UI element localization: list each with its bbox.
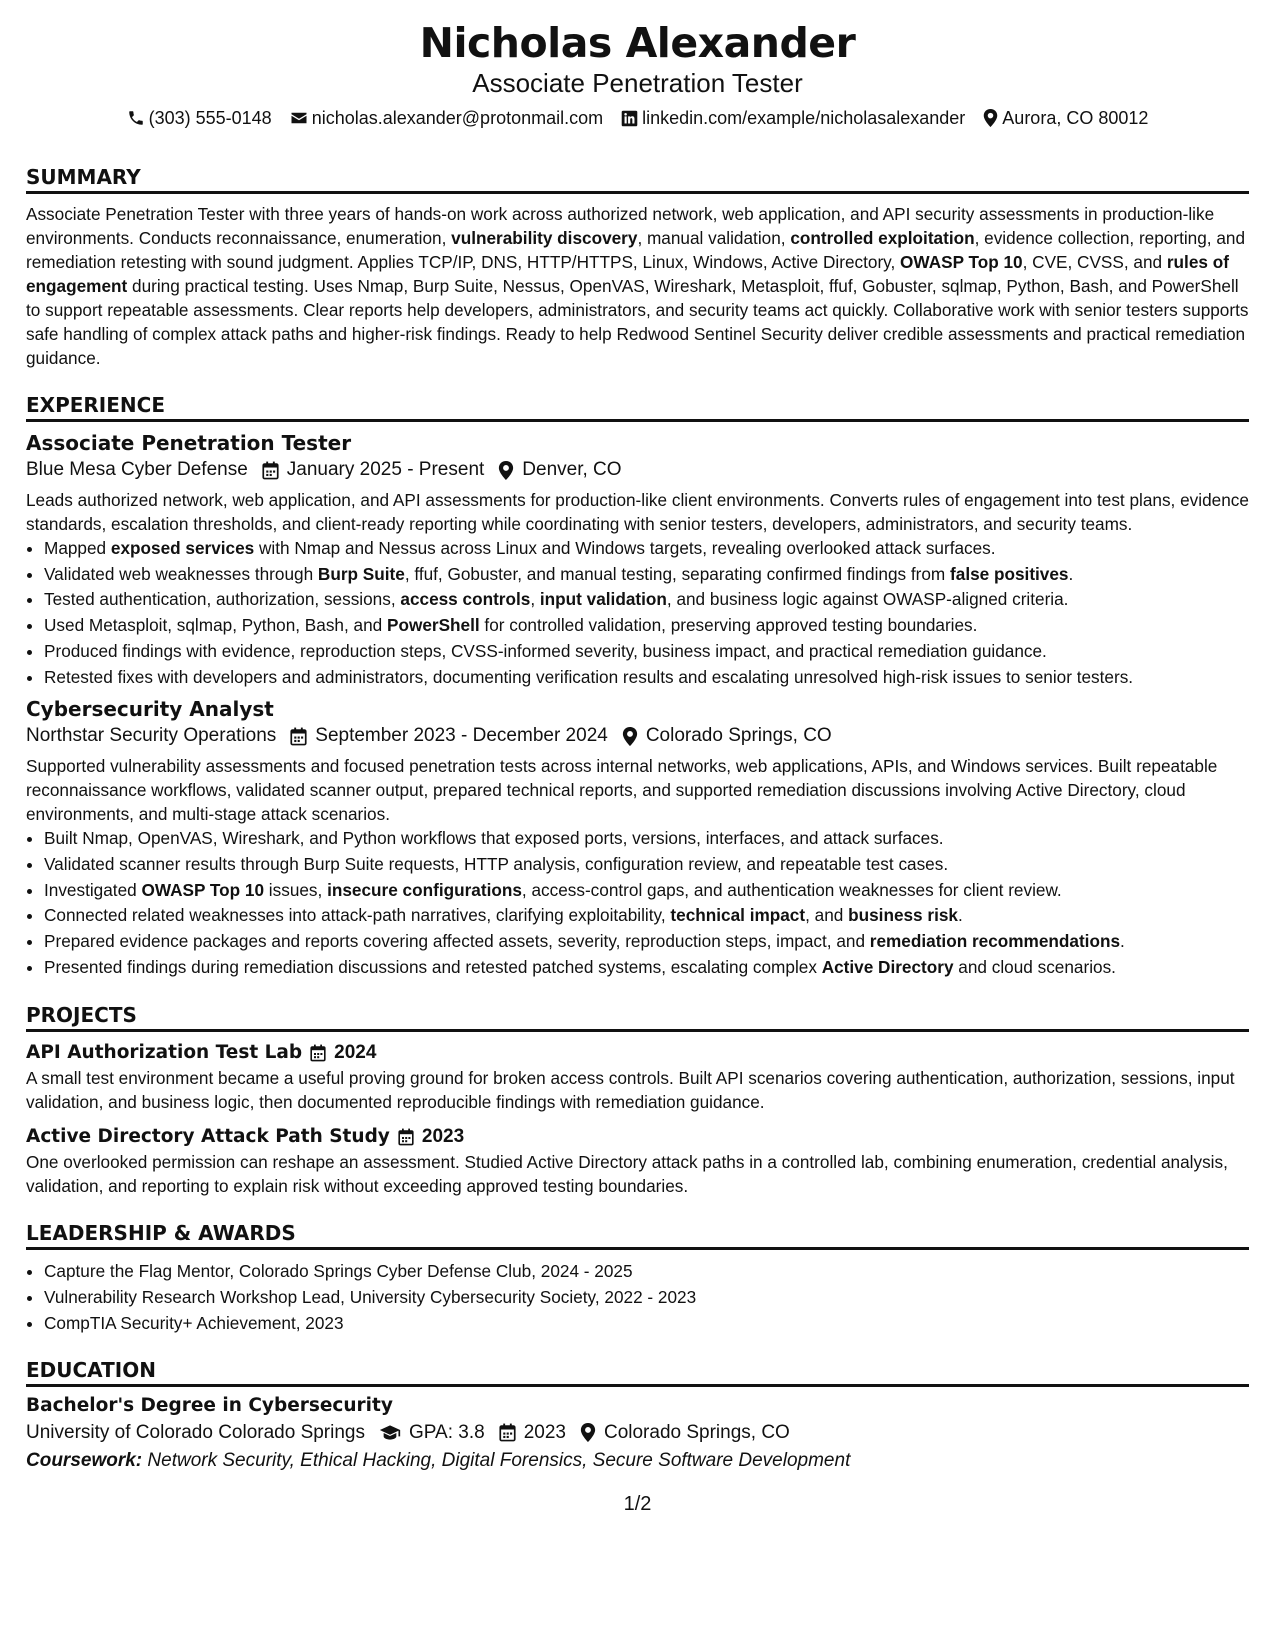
education-location: Colorado Springs, CO <box>603 1421 790 1443</box>
text-run: Validated scanner results through Burp Suite requests, HTTP analysis, configuration review, and repeatable test cases. <box>44 853 949 874</box>
map-pin-icon <box>622 727 638 746</box>
list-item <box>44 903 1249 929</box>
job-entry <box>26 696 1249 980</box>
bold-text: vulnerability discovery <box>451 228 638 248</box>
bold-text: Burp Suite <box>317 563 405 584</box>
text-run: Tested authentication, authorization, sessions, <box>44 589 401 610</box>
bold-text: PowerShell <box>386 615 480 636</box>
candidate-title: Associate Penetration Tester <box>472 68 803 98</box>
text-run: , <box>530 589 540 610</box>
list-item: • Vulnerability Research Workshop Lead, University Cybersecurity Society, 2022 - 2023 <box>44 1285 1249 1311</box>
linkedin-icon <box>621 110 638 127</box>
graduation-year: 2023 <box>523 1421 566 1443</box>
calendar-icon <box>398 1128 414 1146</box>
summary-section <box>26 164 1249 370</box>
leadership-heading: LEADERSHIP & AWARDS <box>26 1220 1249 1250</box>
text-run: , and business logic against OWASP-aligned criteria. <box>666 589 1069 610</box>
map-pin-icon <box>498 461 514 480</box>
project-year: 2024 <box>334 1042 377 1064</box>
resume-header <box>26 18 1249 130</box>
contact-phone <box>127 106 272 130</box>
map-pin-icon <box>983 109 998 127</box>
phone-text: (303) 555-0148 <box>148 108 272 128</box>
calendar-icon <box>499 1423 516 1442</box>
linkedin-text[interactable]: linkedin.com/example/nicholasalexander <box>642 108 966 128</box>
bold-text: rules of engagement <box>26 252 1229 296</box>
job-bullets <box>26 826 1249 980</box>
leadership-section <box>26 1220 1249 1336</box>
text-run: Associate Penetration Tester with three years of hands-on work across authorized network, web application, and API security assessments in production-like environments. Conducts reconnaissance, enumeration, <box>26 204 1215 248</box>
text-run: for controlled validation, preserving approved testing boundaries. <box>479 615 978 636</box>
bold-text: business risk <box>848 905 958 926</box>
project-year: 2023 <box>421 1126 465 1148</box>
list-item: • CompTIA Security+ Achievement, 2023 <box>44 1311 1249 1337</box>
phone-icon <box>127 109 145 127</box>
job-bullets <box>26 536 1249 690</box>
page-number: 1/2 <box>623 1493 652 1515</box>
calendar-icon <box>262 461 279 480</box>
bold-text: false positives <box>950 563 1069 584</box>
text-run: Built Nmap, OpenVAS, Wireshark, and Python workflows that exposed ports, versions, interfaces, and attack surfaces. <box>44 828 944 849</box>
contact-email[interactable] <box>290 106 603 130</box>
contact-row <box>26 106 1249 130</box>
project-title-row <box>26 1124 1249 1150</box>
map-pin-icon <box>580 1423 596 1442</box>
project-description: A small test environment became a useful proving ground for broken access controls. Built API scenarios covering authentication, authorization, sessions, input validation, and business logic, then documented reproducible findings with remediation guidance. <box>26 1068 1235 1113</box>
bold-text: access controls <box>400 589 531 610</box>
text-run: Produced findings with evidence, reproduction steps, CVSS-informed severity, business impact, and practical remediation guidance. <box>44 640 1047 661</box>
text-run: , evidence collection, reporting, and remediation retesting with sound judgment. Applies TCP/IP, DNS, HTTP/HTTPS, Linux, Windows, Active Directory, <box>26 228 1246 272</box>
text-run: , access-control gaps, and authentication weaknesses for client review. <box>521 879 1062 900</box>
calendar-icon <box>290 727 307 746</box>
text-run: with Nmap and Nessus across Linux and Windows targets, revealing overlooked attack surfaces. <box>254 538 996 558</box>
text-run: . <box>1120 931 1125 952</box>
text-run: and cloud scenarios. <box>953 956 1116 977</box>
bold-text: technical impact <box>670 905 806 926</box>
text-run: Validated web weaknesses through <box>44 563 318 584</box>
list-item <box>44 852 1249 878</box>
project-description: One overlooked permission can reshape an assessment. Studied Active Directory attack paths in a controlled lab, combining enumeration, credential analysis, validation, and reporting to explain risk without exceeding approved testing boundaries. <box>26 1152 1228 1197</box>
list-item <box>44 826 1249 852</box>
leadership-list <box>26 1259 1249 1336</box>
job-description: Leads authorized network, web application, and API assessments for production-like client environments. Converts rules of engagement into test plans, evidence standards, escalation thresholds, and client-ready reporting while coordinating with senior testers, developers, administrators, and security teams. <box>26 490 1249 534</box>
project-title-row <box>26 1040 1249 1066</box>
text-run: Investigated <box>44 879 142 900</box>
project-entry <box>26 1040 1249 1114</box>
summary-heading: SUMMARY <box>26 164 1249 194</box>
list-item: • Capture the Flag Mentor, Colorado Springs Cyber Defense Club, 2024 - 2025 <box>44 1259 1249 1285</box>
text-run: Used Metasploit, sqlmap, Python, Bash, and <box>44 615 387 636</box>
contact-linkedin[interactable] <box>621 106 965 130</box>
graduation-cap-icon <box>379 1424 401 1442</box>
education-meta <box>26 1419 1249 1447</box>
text-run: during practical testing. Uses Nmap, Burp Suite, Nessus, OpenVAS, Wireshark, Metasploit, ffuf, Gobuster, sqlmap, Python, Bash, and PowerShell to support repeatable assessments. Clear reports help developers, administrators, and security teams act quickly. Collaborative work with senior testers supports safe handling of complex attack paths and higher-risk findings. Ready to help Redwood Sentinel Security deliver credible assessments and practical remediation guidance. <box>26 276 1249 368</box>
bold-text: exposed services <box>110 538 255 558</box>
list-item <box>44 587 1249 613</box>
text-run: , and <box>805 905 849 926</box>
text-run: Prepared evidence packages and reports covering affected assets, severity, reproduction steps, impact, and <box>44 931 870 952</box>
list-item <box>44 878 1249 904</box>
education-heading: EDUCATION <box>26 1357 1249 1387</box>
bold-text: OWASP Top 10 <box>141 879 265 900</box>
text-run: , manual validation, <box>637 228 791 248</box>
job-title: Associate Penetration Tester <box>26 431 352 455</box>
degree-title: Bachelor's Degree in Cybersecurity <box>26 1394 393 1416</box>
text-run: . <box>957 905 963 926</box>
bold-text: remediation recommendations <box>869 931 1121 952</box>
calendar-icon <box>310 1044 326 1062</box>
list-item <box>44 665 1249 691</box>
bold-text: insecure configurations <box>327 879 522 900</box>
list-item <box>44 639 1249 665</box>
job-entry <box>26 430 1249 690</box>
text-run: , CVE, CVSS, and <box>1022 252 1167 272</box>
project-entry <box>26 1124 1249 1198</box>
text-run: Connected related weaknesses into attack-path narratives, clarifying exploitability, <box>44 905 671 926</box>
text-run: Presented findings during remediation discussions and retested patched systems, escalating complex <box>44 956 822 977</box>
coursework-list: Network Security, Ethical Hacking, Digital Forensics, Secure Software Development <box>147 1449 851 1471</box>
summary-text <box>26 202 1249 370</box>
coursework <box>26 1447 1249 1475</box>
location-text: Aurora, CO 80012 <box>1002 108 1149 128</box>
list-item <box>44 562 1249 588</box>
education-section <box>26 1357 1249 1475</box>
list-item <box>44 536 1249 562</box>
list-item <box>44 955 1249 981</box>
experience-section <box>26 392 1249 980</box>
list-item <box>44 929 1249 955</box>
company: Northstar Security Operations <box>26 725 277 747</box>
job-dates: January 2025 - Present <box>286 459 485 480</box>
gpa: GPA: 3.8 <box>409 1421 485 1443</box>
experience-heading: EXPERIENCE <box>26 392 1249 422</box>
candidate-name: Nicholas Alexander <box>419 19 856 67</box>
resume-page <box>26 18 1249 1475</box>
bold-text: Active Directory <box>821 956 954 977</box>
bold-text: input validation <box>539 589 667 610</box>
coursework-label: Coursework: <box>26 1449 143 1471</box>
project-title: API Authorization Test Lab <box>26 1042 303 1064</box>
bold-text: OWASP Top 10 <box>900 252 1023 272</box>
company: Blue Mesa Cyber Defense <box>26 459 248 480</box>
list-item <box>44 613 1249 639</box>
job-description: Supported vulnerability assessments and focused penetration tests across internal networks, web applications, APIs, and Windows services. Built repeatable reconnaissance workflows, validated scanner output, prepared technical reports, and supported remediation discussions involving Active Directory, cloud environments, and multi-stage attack scenarios. <box>26 756 1218 825</box>
projects-section <box>26 1002 1249 1198</box>
job-title: Cybersecurity Analyst <box>26 697 274 722</box>
text-run: issues, <box>264 879 328 900</box>
job-location: Denver, CO <box>522 459 622 480</box>
job-location: Colorado Springs, CO <box>645 725 832 747</box>
envelope-icon <box>290 109 308 127</box>
projects-heading: PROJECTS <box>26 1002 1249 1032</box>
text-run: , ffuf, Gobuster, and manual testing, separating confirmed findings from <box>404 563 951 584</box>
text-run: . <box>1068 563 1074 584</box>
project-title: Active Directory Attack Path Study <box>26 1126 390 1148</box>
job-dates: September 2023 - December 2024 <box>315 725 608 747</box>
bold-text: controlled exploitation <box>790 228 975 248</box>
job-meta <box>26 456 1249 484</box>
school: University of Colorado Colorado Springs <box>26 1421 365 1443</box>
job-meta <box>26 722 1249 750</box>
contact-location <box>983 106 1148 130</box>
text-run: Retested fixes with developers and administrators, documenting verification results and escalating unresolved high-risk issues to senior testers. <box>44 666 1134 687</box>
email-text[interactable]: nicholas.alexander@protonmail.com <box>311 108 604 128</box>
text-run: Mapped <box>44 538 111 558</box>
